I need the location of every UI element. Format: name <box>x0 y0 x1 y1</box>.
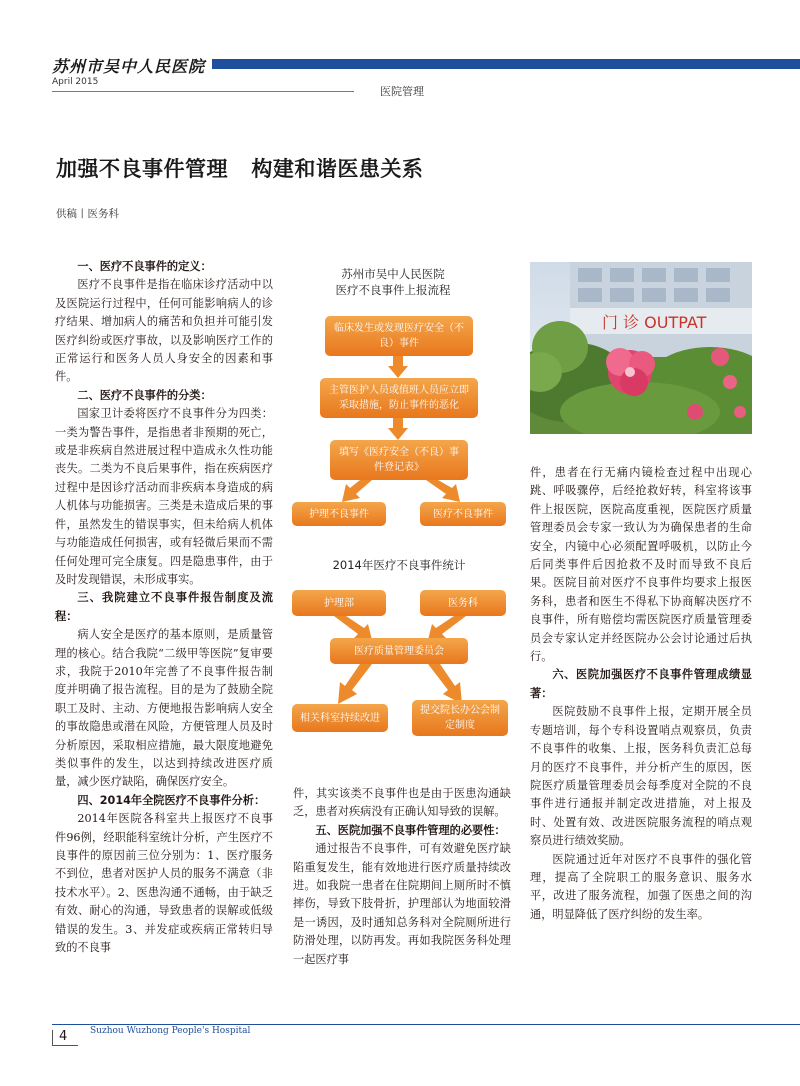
paragraph: 通过报告不良事件，可有效避免医疗缺陷重复发生，能有效地进行医疗质量持续改进。如我院一患者在住院期间上厕所时不慎摔伤，导致下肢骨折，护理部认为地面较滑是一诱因，及时通知总务科对全院厕所进行防滑处理，以防再发。再如我院医务科处理一起医疗事 <box>293 842 511 966</box>
article-column-1 <box>55 258 273 957</box>
flowchart-2-title: 2014年医疗不良事件统计 <box>332 558 466 572</box>
flow-box-quality-committee: 医疗质量管理委员会 <box>330 638 468 664</box>
flow-box-presidents-meeting: 提交院长办公会制定制度 <box>412 700 508 736</box>
page-number: 4 <box>52 1030 78 1046</box>
header-rule <box>52 91 354 92</box>
section-heading-classification: 二、医疗不良事件的分类： <box>77 388 212 402</box>
flow-box-incident: 临床发生或发现医疗安全（不良）事件 <box>325 316 473 356</box>
flow-merge-arrows <box>330 616 470 640</box>
flow-arrow <box>388 356 408 378</box>
section-label: 医院管理 <box>380 85 424 98</box>
paragraph: 医疗不良事件是指在临床诊疗活动中以及医院运行过程中，任何可能影响病人的诊疗结果、增加病人的痛苦和负担并可能引发医疗纠纷或医疗事故，以及影响医疗工作的正常运行和医务人员人身安全的因素和事件。 <box>55 278 273 384</box>
journal-brand: 苏州市吴中人民医院 <box>52 57 206 76</box>
hospital-sign-text: 门 诊 OUTPAT <box>602 313 707 332</box>
paragraph: 2014年医院各科室共上报医疗不良事件96例，经职能科室统计分析，产生医疗不良事件的原因前三位分别为：1、医疗服务不到位，患者对医护人员的服务不满意（非技术水平）。2、医患沟通不通畅，由于缺乏有效、耐心的沟通，导致患者的误解或低级错误的发生。3、并发症或疾病正常转归导致的不良事 <box>55 812 273 955</box>
article-column-2 <box>293 785 511 969</box>
section-heading-achievements: 六、医院加强医疗不良事件管理成绩显著： <box>530 668 752 700</box>
hospital-photo-image <box>530 262 752 434</box>
flow-box-nursing-event: 护理不良事件 <box>292 502 386 526</box>
paragraph: 医院通过近年对医疗不良事件的强化管理，提高了全院职工的服务意识、服务水平，改进了服务流程，加强了医患之间的沟通，明显降低了医疗纠纷的发生率。 <box>530 852 752 921</box>
footer-rule <box>52 1024 800 1025</box>
flow-box-medical-affairs: 医务科 <box>420 590 506 616</box>
article-column-3 <box>530 464 752 924</box>
header-bar <box>212 59 800 69</box>
article-title: 加强不良事件管理 构建和谐医患关系 <box>56 157 424 181</box>
paragraph: 国家卫计委将医疗不良事件分为四类：一类为警告事件，是指患者非预期的死亡，或是非疾病自然进展过程中造成永久性功能丧失。二类为不良后果事件，指在疾病医疗过程中是因诊疗活动而非疾病本身造成的病人机体与功能损害。三类是未造成后果的事件，虽然发生的错误事实，但未给病人机体与功能造成任何损害，或有轻微后果而不需任何处理可完全康复。四是隐患事件，由于及时发现错误，未形成事实。 <box>55 407 273 586</box>
flow-box-measures: 主管医护人员或值班人员应立即采取措施，防止事件的恶化 <box>320 378 478 418</box>
section-heading-analysis: 四、2014年全院医疗不良事件分析： <box>77 793 266 807</box>
footer-journal-name: Suzhou Wuzhong People's Hospital <box>90 1026 251 1036</box>
flow-box-registration-form: 填写《医疗安全（不良）事件登记表》 <box>330 440 468 480</box>
flow-box-nursing-dept: 护理部 <box>292 590 386 616</box>
hospital-photo <box>530 262 752 434</box>
article-byline: 供稿丨医务科 <box>56 208 119 220</box>
section-heading-necessity: 五、医院加强不良事件管理的必要性： <box>315 823 506 837</box>
section-heading-definition: 一、医疗不良事件的定义： <box>77 260 212 273</box>
paragraph: 医院鼓励不良事件上报，定期开展全员专题培训，每个专科设置哨点观察员，负责不良事件的收集、上报，医务科负责汇总每月的医疗不良事件，并分析产生的原因，医院医疗质量管理委员会每季度对全院的不良事件进行通报并制定改进措施，对上报及时、处置有效、改进医院服务流程的哨点观察员进行绩效奖励。 <box>530 705 752 848</box>
paragraph: 病人安全是医疗的基本原则，是质量管理的核心。结合我院“二级甲等医院”复审要求，我院于2010年完善了不良事件报告制度并明确了报告流程。目的是为了鼓励全院职工及时、主动、方便地报告影响病人安全的事故隐患或潜在风险，方便管理人员及时分析原因，采取相应措施，最大限度地避免类似事件的发生，以达到持续改进医疗质量，减少医疗缺陷，确保医疗安全。 <box>55 628 273 789</box>
paragraph: 件，其实该类不良事件也是由于医患沟通缺乏，患者对疾病没有正确认知导致的误解。 <box>293 787 511 819</box>
flow-arrow <box>388 418 408 440</box>
flow-split-arrows <box>330 664 470 704</box>
flow-box-medical-event: 医疗不良事件 <box>420 502 506 526</box>
paragraph: 件，患者在行无痛内镜检查过程中出现心跳、呼吸骤停，后经抢救好转，科室将该事件上报医院，医院高度重视，医院医疗质量管理委员会专家一致认为为确保患者的生命安全，内镜中心必须配置呼吸机，以防止今后同类事件后因抢救不及时而导致不良后果。医院目前对医疗不良事件均要求上报医务科，患者和医生不得私下协商解决医疗不良事件，所有赔偿均需医院医疗质量管理委员会专家认定并经医院办公会讨论通过后执行。 <box>530 466 752 664</box>
issue-date: April 2015 <box>52 77 99 87</box>
flow-split-arrows <box>330 480 470 502</box>
flow-box-continuous-improvement: 相关科室持续改进 <box>292 704 388 732</box>
section-heading-reporting: 三、我院建立不良事件报告制度及流程： <box>55 591 273 623</box>
flowchart-title-line1: 苏州市吴中人民医院 <box>341 267 445 281</box>
flowchart-title-line2: 医疗不良事件上报流程 <box>335 283 451 297</box>
